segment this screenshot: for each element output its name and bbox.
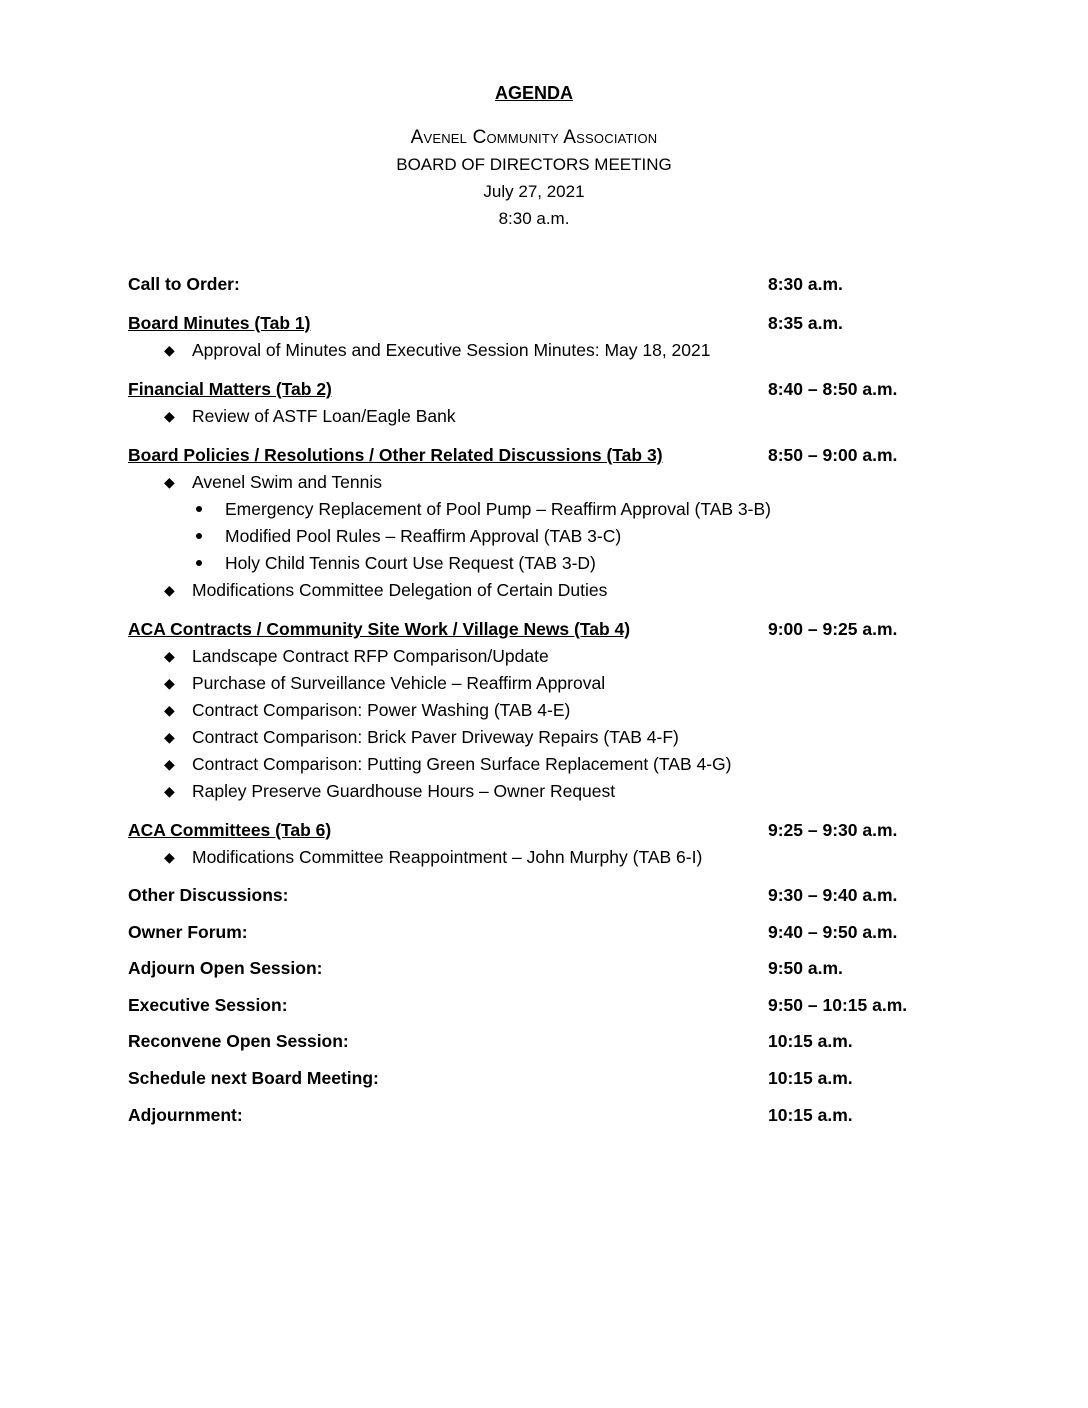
agenda-item-financial-matters [128, 376, 958, 403]
agenda-item-aca-committees [128, 817, 958, 844]
list-item [128, 577, 958, 604]
item-label: Adjourn Open Session: [128, 958, 323, 979]
agenda-items [128, 271, 958, 1133]
agenda-item-adjourn-open-session [128, 950, 958, 987]
diamond-bullet-icon: ◆ [164, 849, 175, 865]
item-label: Adjournment: [128, 1104, 243, 1125]
item-label: Executive Session: [128, 994, 288, 1015]
list-item-text: Purchase of Surveillance Vehicle – Reaffirm Approval [192, 673, 606, 693]
meeting-time: 8:30 a.m. [498, 209, 570, 228]
agenda-item-reconvene-open-session [128, 1023, 958, 1060]
list-item [128, 751, 958, 778]
diamond-bullet-icon: ◆ [164, 702, 175, 718]
list-item-text: Modified Pool Rules – Reaffirm Approval (TAB 3-C) [225, 526, 622, 546]
closing-items [128, 877, 958, 1133]
list-item [128, 337, 958, 364]
dot-bullet-icon [196, 506, 202, 512]
item-label: Board Policies / Resolutions / Other Related Discussions (Tab 3) [128, 445, 663, 465]
list-item-text: Landscape Contract RFP Comparison/Update [192, 646, 549, 666]
agenda-item-board-policies [128, 442, 958, 469]
agenda-item-adjournment [128, 1097, 958, 1134]
agenda-header [0, 82, 1088, 232]
organization-name: Avenel Community Association [410, 127, 658, 148]
agenda-item-schedule-next-meeting [128, 1060, 958, 1097]
diamond-bullet-icon: ◆ [164, 648, 175, 664]
agenda-title: AGENDA [494, 83, 573, 103]
sub-list-item [128, 550, 958, 577]
diamond-bullet-icon: ◆ [164, 756, 175, 772]
item-time: 9:50 – 10:15 a.m. [768, 994, 908, 1015]
item-label: Reconvene Open Session: [128, 1031, 349, 1052]
list-item-text: Contract Comparison: Power Washing (TAB 4-E) [192, 700, 571, 720]
list-item-text: Contract Comparison: Putting Green Surface Replacement (TAB 4-G) [192, 754, 732, 774]
agenda-item-other-discussions [128, 877, 958, 914]
item-time: 8:30 a.m. [768, 274, 843, 294]
list-item [128, 844, 958, 871]
item-time: 8:35 a.m. [768, 313, 843, 333]
item-label: ACA Committees (Tab 6) [128, 820, 332, 840]
list-item [128, 670, 958, 697]
item-time: 9:00 – 9:25 a.m. [768, 619, 898, 639]
list-item-text: Emergency Replacement of Pool Pump – Reaffirm Approval (TAB 3-B) [225, 499, 771, 519]
agenda-item-board-minutes [128, 310, 958, 337]
list-item [128, 778, 958, 805]
list-item [128, 724, 958, 751]
list-item [128, 697, 958, 724]
diamond-bullet-icon: ◆ [164, 729, 175, 745]
meeting-date: July 27, 2021 [483, 182, 585, 201]
list-item [128, 469, 958, 496]
list-item-text: Modifications Committee Delegation of Certain Duties [192, 580, 608, 600]
list-item-text: Modifications Committee Reappointment – John Murphy (TAB 6-I) [192, 847, 703, 867]
diamond-bullet-icon: ◆ [164, 408, 175, 424]
list-item-text: Rapley Preserve Guardhouse Hours – Owner Request [192, 781, 616, 801]
item-time: 10:15 a.m. [768, 1104, 853, 1125]
list-item [128, 643, 958, 670]
list-item-text: Review of ASTF Loan/Eagle Bank [192, 406, 456, 426]
list-item-text: Avenel Swim and Tennis [192, 472, 383, 492]
list-item-text: Contract Comparison: Brick Paver Driveway Repairs (TAB 4-F) [192, 727, 679, 747]
item-label: Owner Forum: [128, 921, 248, 942]
item-time: 9:25 – 9:30 a.m. [768, 820, 898, 840]
diamond-bullet-icon: ◆ [164, 582, 175, 598]
agenda-item-aca-contracts [128, 616, 958, 643]
agenda-item-call-to-order [128, 271, 958, 298]
item-label: Financial Matters (Tab 2) [128, 379, 332, 399]
item-time: 9:50 a.m. [768, 958, 843, 979]
list-item [128, 403, 958, 430]
item-time: 9:40 – 9:50 a.m. [768, 921, 898, 942]
agenda-item-executive-session [128, 987, 958, 1024]
item-time: 8:40 – 8:50 a.m. [768, 379, 898, 399]
item-label: Other Discussions: [128, 885, 289, 905]
dot-bullet-icon [196, 560, 202, 566]
item-time: 10:15 a.m. [768, 1067, 853, 1088]
dot-bullet-icon [196, 533, 202, 539]
item-label: Call to Order: [128, 274, 240, 294]
diamond-bullet-icon: ◆ [164, 783, 175, 799]
item-time: 10:15 a.m. [768, 1031, 853, 1052]
item-time: 9:30 – 9:40 a.m. [768, 885, 898, 905]
sub-list-item [128, 523, 958, 550]
item-label: Board Minutes (Tab 1) [128, 313, 311, 333]
list-item-text: Approval of Minutes and Executive Session Minutes: May 18, 2021 [192, 340, 711, 360]
item-label: Schedule next Board Meeting: [128, 1067, 379, 1088]
item-label: ACA Contracts / Community Site Work / Village News (Tab 4) [128, 619, 631, 639]
agenda-item-owner-forum [128, 914, 958, 951]
item-time: 8:50 – 9:00 a.m. [768, 445, 898, 465]
meeting-type: BOARD OF DIRECTORS MEETING [396, 155, 672, 174]
diamond-bullet-icon: ◆ [164, 342, 175, 358]
list-item-text: Holy Child Tennis Court Use Request (TAB 3-D) [225, 553, 596, 573]
diamond-bullet-icon: ◆ [164, 474, 175, 490]
sub-list-item [128, 496, 958, 523]
diamond-bullet-icon: ◆ [164, 675, 175, 691]
